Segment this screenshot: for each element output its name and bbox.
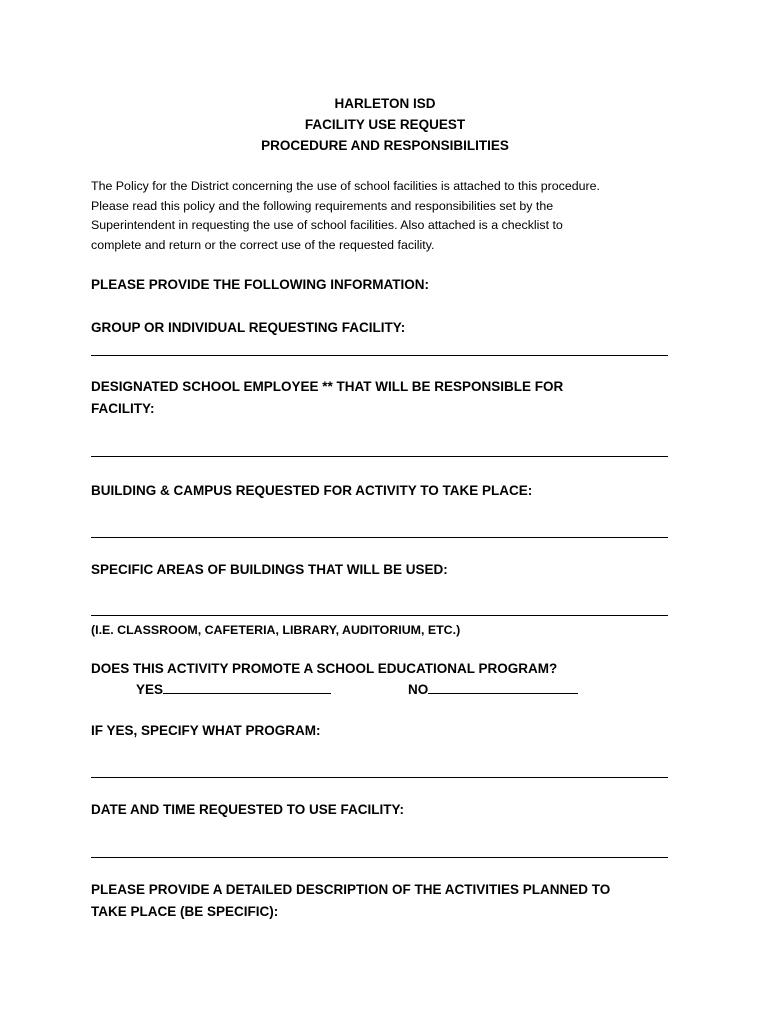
no-label: NO xyxy=(408,682,429,697)
date-time-field[interactable] xyxy=(91,857,668,858)
intro-line: complete and return or the correct use of the requested facility. xyxy=(91,237,435,252)
designated-employee-label-line: DESIGNATED SCHOOL EMPLOYEE ** THAT WILL BE RESPONSIBLE FOR xyxy=(91,379,564,394)
activity-description-label-line: PLEASE PROVIDE A DETAILED DESCRIPTION OF THE ACTIVITIES PLANNED TO xyxy=(91,882,611,897)
intro-paragraph xyxy=(91,177,681,255)
designated-employee-label-line: FACILITY: xyxy=(91,401,155,416)
promote-program-question: DOES THIS ACTIVITY PROMOTE A SCHOOL EDUCATIONAL PROGRAM? xyxy=(91,661,558,676)
group-requesting-field[interactable] xyxy=(91,355,668,356)
specific-areas-field[interactable] xyxy=(91,615,668,616)
building-campus-field[interactable] xyxy=(91,537,668,538)
specify-program-field[interactable] xyxy=(91,777,668,778)
activity-description-label xyxy=(91,879,711,923)
intro-line: Superintendent in requesting the use of school facilities. Also attached is a checklist to xyxy=(91,218,563,232)
date-time-label: DATE AND TIME REQUESTED TO USE FACILITY: xyxy=(91,802,405,817)
activity-description-label-line: TAKE PLACE (BE SPECIFIC): xyxy=(91,904,279,919)
specify-program-label: IF YES, SPECIFY WHAT PROGRAM: xyxy=(91,723,321,738)
designated-employee-label xyxy=(91,376,691,420)
district-name: HARLETON ISD xyxy=(334,96,436,111)
specific-areas-label: SPECIFIC AREAS OF BUILDINGS THAT WILL BE USED: xyxy=(91,562,448,577)
form-subtitle: PROCEDURE AND RESPONSIBILITIES xyxy=(261,138,509,153)
yes-field[interactable] xyxy=(163,680,331,694)
intro-line: The Policy for the District concerning the use of school facilities is attached to this procedure. xyxy=(91,179,600,193)
specific-areas-note: (I.E. CLASSROOM, CAFETERIA, LIBRARY, AUDITORIUM, ETC.) xyxy=(91,623,461,637)
designated-employee-field[interactable] xyxy=(91,456,668,457)
form-title: FACILITY USE REQUEST xyxy=(304,117,466,132)
yes-option xyxy=(136,680,331,700)
yes-label: YES xyxy=(136,682,164,697)
no-field[interactable] xyxy=(428,680,578,694)
provide-info-heading: PLEASE PROVIDE THE FOLLOWING INFORMATION: xyxy=(91,277,429,292)
intro-line: Please read this policy and the following requirements and responsibilities set by the xyxy=(91,198,554,213)
building-campus-label: BUILDING & CAMPUS REQUESTED FOR ACTIVITY TO TAKE PLACE: xyxy=(91,483,533,498)
document-title xyxy=(0,93,770,156)
group-requesting-label: GROUP OR INDIVIDUAL REQUESTING FACILITY: xyxy=(91,320,406,335)
no-option xyxy=(408,680,578,700)
